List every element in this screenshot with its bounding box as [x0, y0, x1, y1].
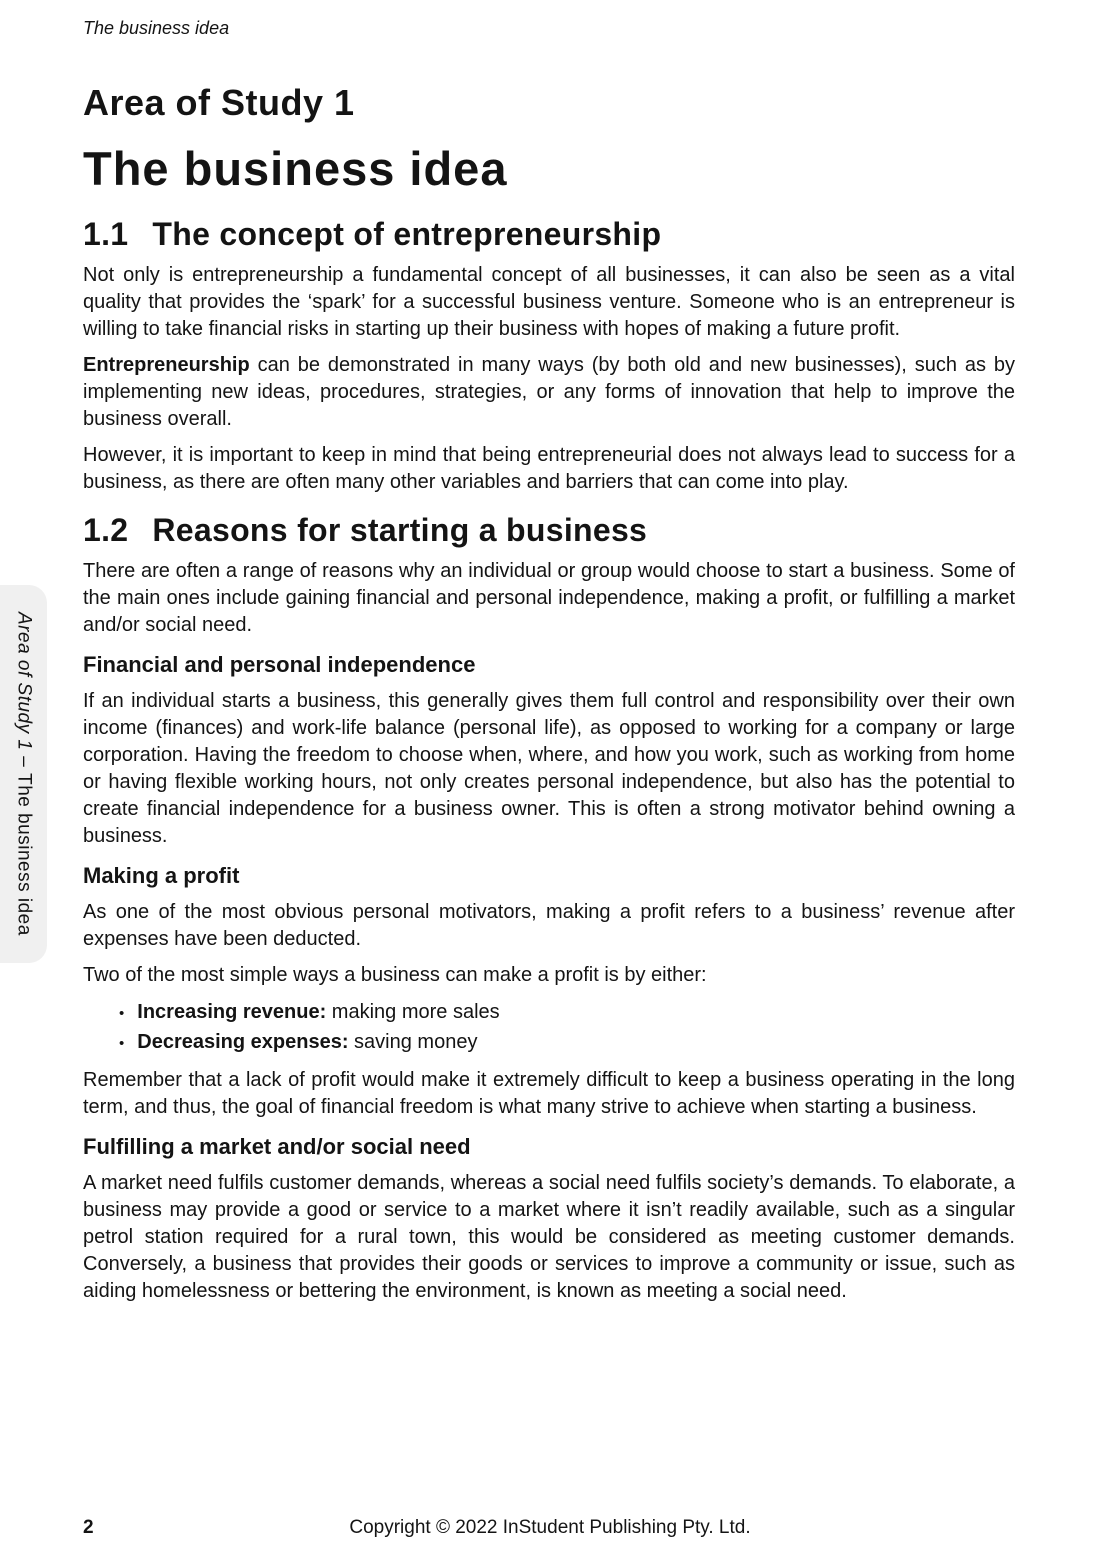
bullet-item — [119, 1028, 1015, 1058]
subsection-heading: Financial and personal independence — [83, 652, 476, 677]
page-content — [83, 0, 1015, 1314]
subsection-heading: Fulfilling a market and/or social need — [83, 1134, 471, 1159]
body-paragraph — [83, 688, 1015, 850]
body-paragraph — [83, 899, 1015, 953]
body-paragraph — [83, 962, 1015, 989]
subsection-heading: Making a profit — [83, 863, 240, 888]
chapter-title: The business idea — [83, 142, 508, 195]
bullet-item — [119, 998, 1015, 1028]
section-heading — [83, 511, 1015, 549]
body-paragraph — [83, 442, 1015, 496]
text-run: There are often a range of reasons why an individual or group would choose to start a business. Some of the main ones include gaining financial and personal independence, making a profit, or fulfilling a market and/or social need. — [83, 560, 1015, 636]
section-title: Reasons for starting a business — [152, 512, 648, 548]
body-paragraph — [83, 1170, 1015, 1305]
text-run: making more sales — [326, 1001, 500, 1023]
footer-copyright: Copyright © 2022 InStudent Publishing Pty. Ltd. — [349, 1517, 751, 1538]
body-paragraph — [83, 352, 1015, 433]
running-header: The business idea — [83, 18, 230, 38]
text-run: If an individual starts a business, this generally gives them full control and responsibility over their own income (finances) and work-life balance (personal life), as opposed to working for a company or large corporation. Having the freedom to choose when, where, and how you work, such as working from home or having flexible working hours, not only creates personal independence, but also has the potential to create financial independence for a business owner. This is often a strong motivator behind owning a business. — [83, 690, 1015, 847]
text-run: Remember that a lack of profit would make it extremely difficult to keep a business operating in the long term, and thus, the goal of financial freedom is what many strive to achieve when starting a business. — [83, 1069, 1015, 1118]
body-paragraph — [83, 262, 1015, 343]
section-number: 1.2 — [83, 512, 129, 548]
sidebar-tab-label-chapter: Area of Study 1 – — [13, 612, 35, 774]
content-blocks — [83, 215, 1015, 1305]
text-run: A market need fulfils customer demands, whereas a social need fulfils society’s demands. To elaborate, a business may provide a good or service to a market where it isn’t readily available, such as a singular petrol station required for a rural town, this would be considered as meeting customer demands. Conversely, a business that provides their goods or services to improve a community or issue, such as aiding homelessness or bettering the environment, is known as meeting a social need. — [83, 1172, 1015, 1302]
text-run-bold: Entrepreneurship — [83, 354, 250, 376]
text-run: Two of the most simple ways a business can make a profit is by either: — [83, 964, 707, 986]
section-number: 1.1 — [83, 216, 129, 252]
bullet-dot-icon: • — [119, 1035, 125, 1052]
text-run-bold: Increasing revenue: — [137, 1001, 327, 1023]
bullet-dot-icon: • — [119, 1005, 125, 1022]
text-run: As one of the most obvious personal motivators, making a profit refers to a business’ revenue after expenses have been deducted. — [83, 901, 1015, 950]
body-paragraph — [83, 558, 1015, 639]
text-run: can be demonstrated in many ways (by both old and new businesses), such as by implementing new ideas, procedures, strategies, or any forms of innovation that help to improve the business overall. — [83, 354, 1015, 430]
bullet-text — [137, 998, 499, 1026]
text-run: However, it is important to keep in mind that being entrepreneurial does not always lead to success for a business, as there are often many other variables and barriers that can come into play. — [83, 444, 1015, 493]
bullet-list — [83, 998, 1015, 1058]
text-run-bold: Decreasing expenses: — [137, 1031, 349, 1053]
text-run: Not only is entrepreneurship a fundamental concept of all businesses, it can also be seen as a vital quality that provides the ‘spark’ for a successful business venture. Someone who is an entrepreneur is willing to take financial risks in starting up their business with hopes of making a future profit. — [83, 264, 1015, 340]
bullet-text — [137, 1028, 477, 1056]
sidebar-tab-label-title: The business idea — [13, 773, 35, 936]
text-run: saving money — [348, 1031, 478, 1053]
chapter-kicker: Area of Study 1 — [83, 82, 355, 123]
sidebar-tab-label — [13, 612, 35, 936]
sidebar-tab — [0, 585, 47, 963]
section-heading — [83, 215, 1015, 253]
section-title: The concept of entrepreneurship — [152, 216, 662, 252]
page-number: 2 — [83, 1517, 94, 1538]
body-paragraph — [83, 1067, 1015, 1121]
